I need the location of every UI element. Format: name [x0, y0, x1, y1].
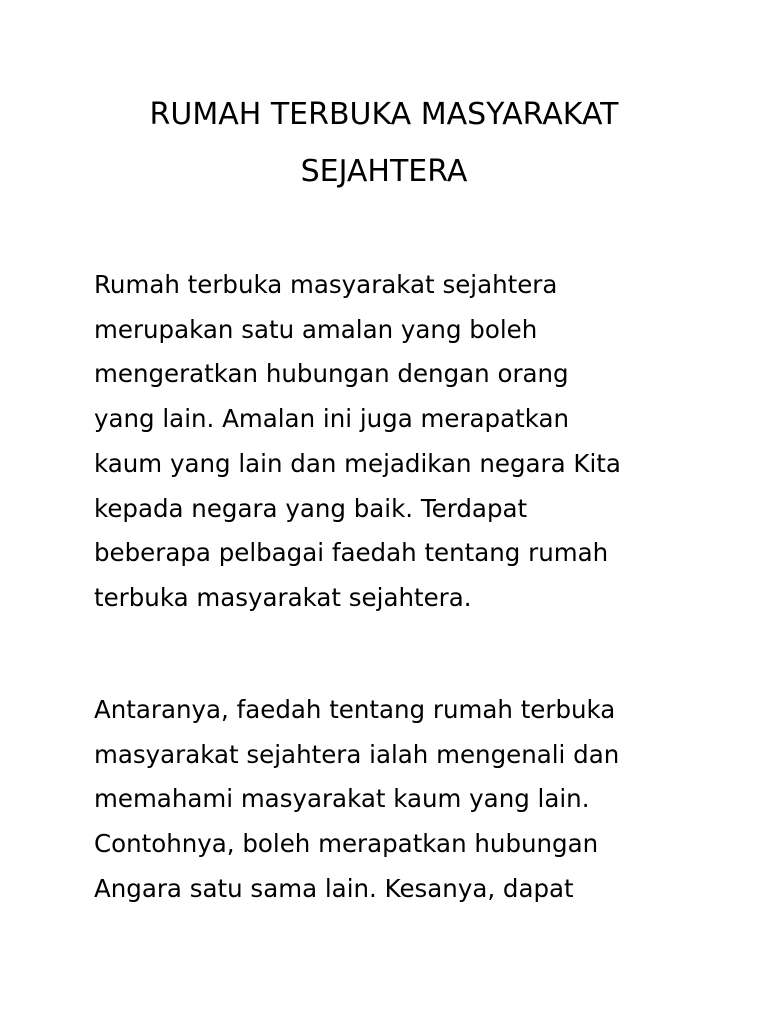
text-line: kepada negara yang baik. Terdapat — [94, 493, 528, 523]
text-line: Rumah terbuka masyarakat sejahtera — [94, 270, 558, 299]
document-title — [60, 86, 708, 200]
text-line: yang lain. Amalan ini juga merapatkan — [94, 404, 569, 434]
text-line: masyarakat sejahtera ialah mengenali dan — [94, 739, 620, 769]
text-line: memahami masyarakat kaum yang lain. — [94, 784, 590, 814]
text-line: kaum yang lain dan mejadikan negara Kita — [94, 448, 621, 478]
text-line: Angara satu sama lain. Kesanya, dapat — [94, 873, 574, 903]
text-line: mengeratkan hubungan dengan orang — [94, 359, 569, 389]
text-line: merupakan satu amalan yang boleh — [94, 314, 538, 344]
text-line: Antaranya, faedah tentang rumah terbuka — [94, 695, 616, 724]
text-line: Contohnya, boleh merapatkan hubungan — [94, 829, 599, 859]
title-line: RUMAH TERBUKA MASYARAKAT — [149, 97, 619, 132]
title-line: SEJAHTERA — [300, 154, 468, 189]
text-line: terbuka masyarakat sejahtera. — [94, 582, 472, 612]
text-line: beberapa pelbagai faedah tentang rumah — [94, 538, 609, 568]
paragraph-intro — [94, 263, 724, 621]
paragraph-body — [94, 688, 724, 912]
